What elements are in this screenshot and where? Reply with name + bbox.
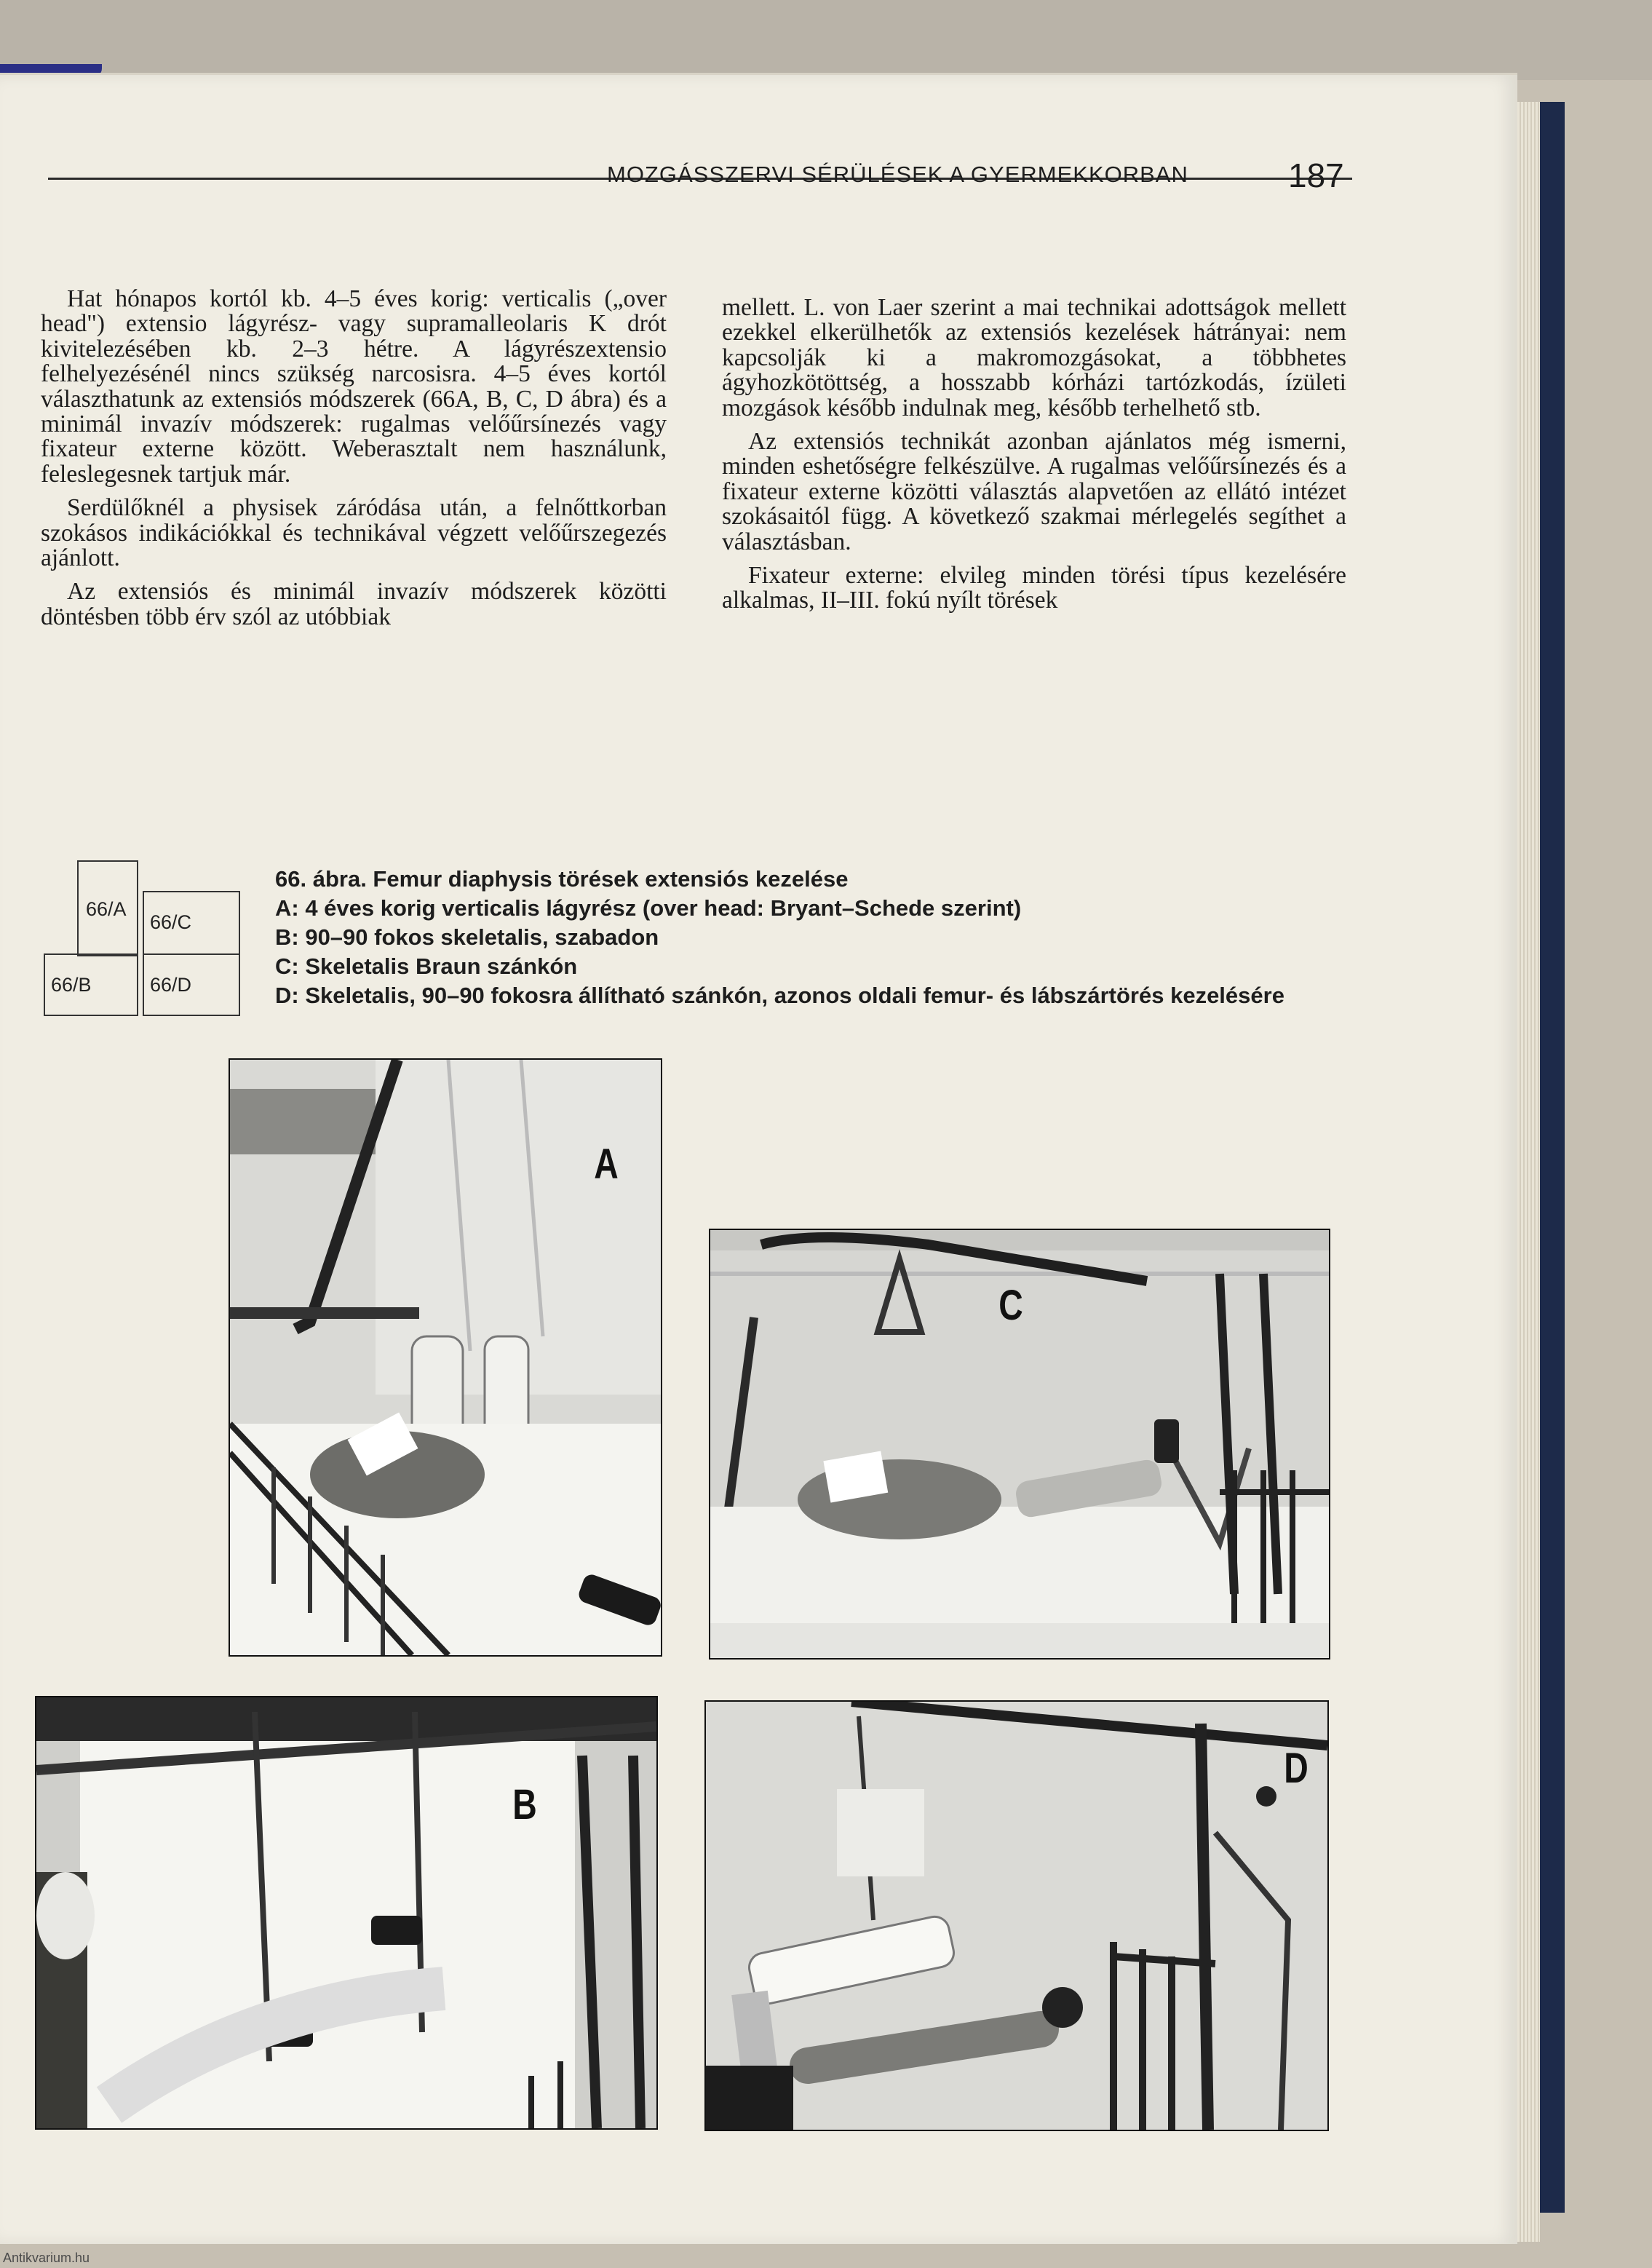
figure-key-b-label: 66/B [51,974,92,996]
photo-d-letter: D [1284,1745,1309,1792]
left-text-column [41,287,667,630]
watermark: Antikvarium.hu [3,2251,90,2265]
desk-background [0,0,1652,80]
running-header-title: MOZGÁSSZERVI SÉRÜLÉSEK A GYERMEKKORBAN [607,162,1188,187]
caption-title: 66. ábra. Femur diaphysis törések extensiós kezelése [275,866,849,892]
caption-line-a: A: 4 éves korig verticalis lágyrész (over head: Bryant–Schede szerint) [275,895,1022,921]
paragraph-extension-technique: Az extensiós technikát azonban ajánlatos még ismerni, minden eshetőségre felkészülve. A rugalmas velőűrsínezés és a fixateur externe közötti választás alapvetően az ellátó intézet szokásaitól függ. A következő szakmai mérlegelés segíthet a választásban. [722,428,1346,555]
figure-key-a-label: 66/A [86,898,127,920]
figure-key-a [77,860,138,956]
figure-key-c-label: 66/C [150,911,192,933]
photo-d-adjustable-sledge [704,1700,1329,2131]
caption-line-b: B: 90–90 fokos skeletalis, szabadon [275,924,659,950]
paragraph-fixateur-externe: Fixateur externe: elvileg minden törési típus kezelésére alkalmas, II–III. fokú nyílt törések [722,562,1346,614]
photo-a-letter: A [594,1141,619,1188]
paragraph-von-laer: mellett. L. von Laer szerint a mai technikai adottságok mellett ezekkel elkerülhetők az extensiós kezelések hátrányai: nem kapcsolják ki a makromozgásokat, a többhetes ágyhozkötöttség, a hosszabb kórházi tartózkodás, ízületi mozgások később indulnak meg, később terhelhető stb. [722,294,1346,421]
paragraph-adolescents: Serdülőknél a physisek záródása után, a felnőttkorban szokásos indikációkkal és technikával végzett velőűrszegezés ajánlott. [41,494,667,572]
figure-caption [275,865,1284,1010]
caption-line-c: C: Skeletalis Braun szánkón [275,953,578,979]
photo-b-skeletal-90-90 [35,1696,658,2130]
paragraph-age-ranges: Hat hónapos kortól kb. 4–5 éves korig: verticalis („over head") extensio lágyrész- vagy supramalleolaris K drót kivitelezésében kb. 2–3 hétre. A lágyrészextensio felhelyezésénél nincs szükség narcosisra. 4–5 éves kortól választhatunk az extensiós módszerek (66A, B, C, D ábra) és a minimál invazív módszerek: rugalmas velőűrsínezés vagy fixateur externe között. Weberasztalt nem használunk, feleslegesnek tartjuk már. [41,285,667,488]
paragraph-decision: Az extensiós és minimál invazív módszerek közötti döntésben több érv szól az utóbbiak [41,578,667,630]
figure-key-b [44,953,138,1016]
page-number: 187 [1288,156,1344,194]
figure-key-d-label: 66/D [150,974,192,996]
caption-line-d: D: Skeletalis, 90–90 fokosra állítható szánkón, azonos oldali femur- és lábszártörés kezelésére [275,983,1284,1008]
figure-key-c [143,891,240,955]
photo-b-letter: B [512,1781,537,1828]
right-text-column [722,296,1346,614]
photo-c-letter: C [998,1282,1023,1329]
figure-key-d [143,953,240,1016]
